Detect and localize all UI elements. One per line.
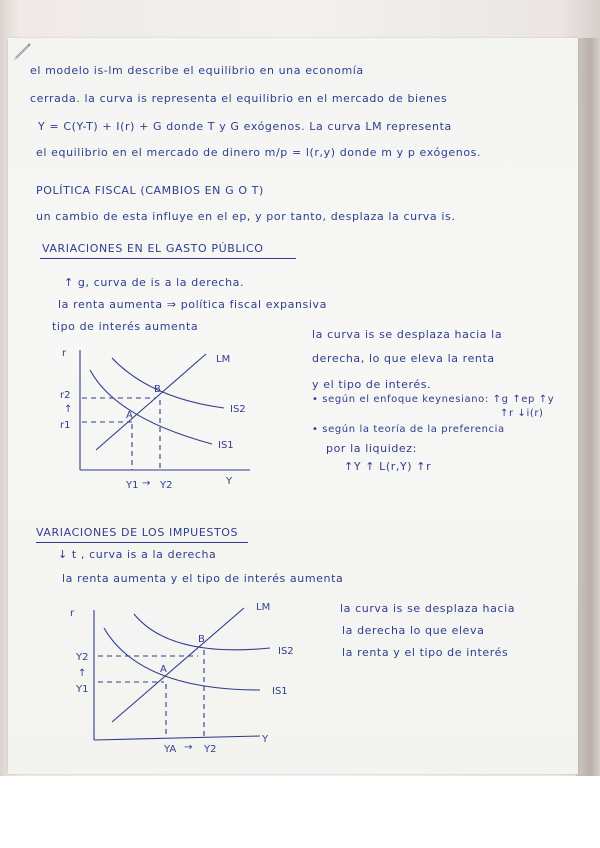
imp-right-3: la renta y el tipo de interés (342, 646, 509, 659)
graph2-is1-curve (104, 628, 260, 690)
gasto-right-7: por la liquidez: (326, 442, 417, 455)
graph1-lm-label: LM (216, 354, 231, 365)
graph1-y1-label: Y1 (126, 480, 139, 491)
gasto-right-1: la curva is se desplaza hacia la (312, 328, 503, 341)
graph1-r1-label: r1 (60, 420, 71, 431)
text-line-3: Y = C(Y-T) + I(r) + G donde T y G exógenos. La curva LM representa (38, 120, 452, 133)
graph2-arrow: ↑ (78, 668, 87, 679)
graph2-point-b: B (198, 634, 205, 645)
gasto-right-2: derecha, lo que eleva la renta (312, 352, 495, 365)
text-line-2: cerrada. la curva is representa el equilibrio en el mercado de bienes (30, 92, 448, 105)
graph2-is1-label: IS1 (272, 686, 288, 697)
graph2-lm-curve (112, 608, 244, 722)
gasto-right-5: ↑r ↓i(r) (500, 408, 544, 419)
gasto-right-6: • según la teoría de la preferencia (312, 424, 505, 435)
text-line-5: un cambio de esta influye en el ep, y por tanto, desplaza la curva is. (36, 210, 456, 223)
graph1-point-a: A (126, 410, 133, 421)
graph1-y-label: Y (226, 476, 233, 487)
graph1-r-label: r (62, 348, 67, 359)
graph1-is1-label: IS1 (218, 440, 234, 451)
graph2-y2-axis-label: Y2 (76, 652, 89, 663)
imp-right-1: la curva is se desplaza hacia (340, 602, 516, 615)
graph2-x-axis (94, 736, 260, 740)
heading-gasto: VARIACIONES EN EL GASTO PÚBLICO (42, 242, 264, 255)
heading-impuestos: VARIACIONES DE LOS IMPUESTOS (36, 526, 239, 539)
graph1-is2-label: IS2 (230, 404, 246, 415)
graph2-is2-label: IS2 (278, 646, 294, 657)
gasto-right-4: • según el enfoque keynesiano: ↑g ↑ep ↑y (312, 394, 555, 405)
graph2-ya-label: YA (164, 744, 177, 755)
gasto-right-3: y el tipo de interés. (312, 378, 432, 391)
graph1-point-b: B (154, 384, 161, 395)
graph2-y-label: Y (262, 734, 269, 745)
graph2-point-a: A (160, 664, 167, 675)
imp-line-2: la renta aumenta y el tipo de interés aumenta (62, 572, 344, 585)
graph2-lm-label: LM (256, 602, 271, 613)
graph1-shift: → (142, 478, 151, 489)
imp-right-2: la derecha lo que eleva (342, 624, 485, 637)
gasto-line-1: ↑ g, curva de is a la derecha. (64, 276, 245, 289)
gasto-line-2: la renta aumenta ⇒ política fiscal expansiva (58, 298, 327, 311)
graph1-arrow: ↑ (64, 404, 73, 415)
graph2-r-label: r (70, 608, 75, 619)
text-line-1: el modelo is-lm describe el equilibrio en una economía (30, 64, 364, 77)
text-line-4: el equilibrio en el mercado de dinero m/p = l(r,y) donde m y p exógenos. (36, 146, 482, 159)
graph2-y1-axis-label: Y1 (76, 684, 89, 695)
graph1-r2-label: r2 (60, 390, 71, 401)
gasto-right-8: ↑Y ↑ L(r,Y) ↑r (344, 460, 432, 473)
gasto-line-3: tipo de interés aumenta (52, 320, 199, 333)
imp-line-1: ↓ t , curva is a la derecha (58, 548, 217, 561)
heading-fiscal: POLÍTICA FISCAL (CAMBIOS EN G O T) (36, 184, 264, 197)
graph2-yb-label: Y2 (204, 744, 217, 755)
graph2-shift: → (184, 742, 193, 753)
graph1-y2-label: Y2 (160, 480, 173, 491)
